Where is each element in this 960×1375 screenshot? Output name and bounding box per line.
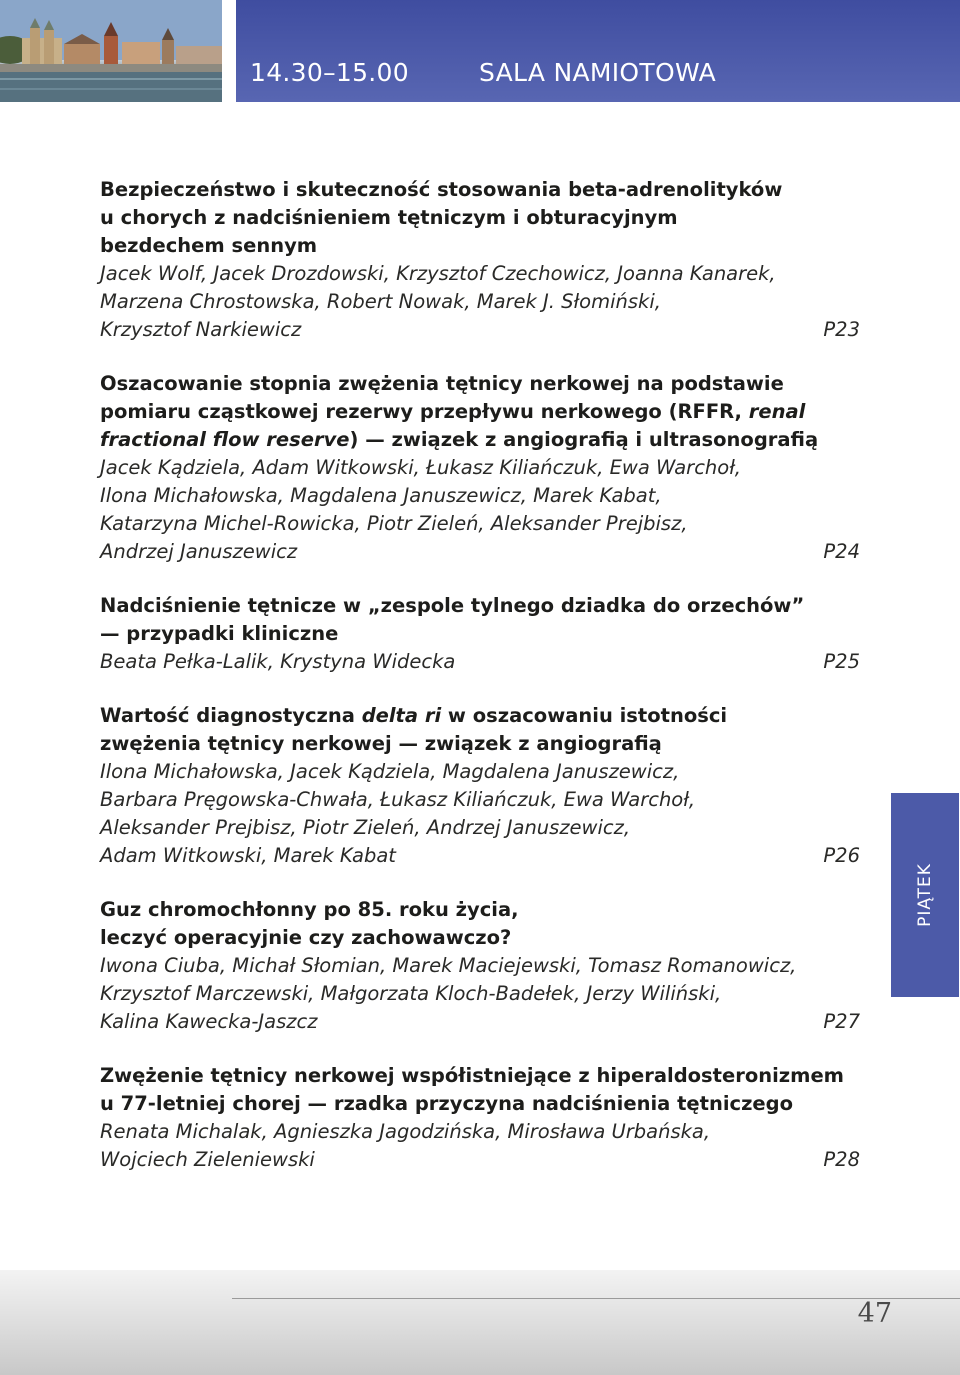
author-row-with-code xyxy=(100,842,860,870)
poster-authors xyxy=(100,1118,860,1174)
author-line: Krzysztof Narkiewicz xyxy=(100,318,302,341)
poster-authors xyxy=(100,454,860,566)
day-label: PIĄTEK xyxy=(915,863,935,927)
page-header xyxy=(0,0,960,102)
poster-entry xyxy=(100,1062,860,1174)
title-italic-term: delta ri xyxy=(361,704,442,727)
author-line: Katarzyna Michel-Rowicka, Piotr Zieleń, Aleksander Prejbisz, xyxy=(100,512,688,535)
poster-authors xyxy=(100,648,860,676)
poster-entry xyxy=(100,370,860,566)
footer-divider xyxy=(232,1298,960,1299)
poster-title xyxy=(100,176,860,260)
author-row-with-code xyxy=(100,538,860,566)
author-row-with-code xyxy=(100,316,860,344)
poster-authors xyxy=(100,260,860,344)
poster-title xyxy=(100,702,860,758)
session-time: 14.30–15.00 xyxy=(250,58,409,87)
poster-title xyxy=(100,896,860,952)
author-line: Wojciech Zieleniewski xyxy=(100,1148,315,1171)
poster-code: P26 xyxy=(823,844,860,867)
poster-authors xyxy=(100,758,860,870)
author-row-with-code xyxy=(100,1008,860,1036)
title-line: Bezpieczeństwo i skuteczność stosowania beta-adrenolityków xyxy=(100,178,783,201)
session-room: SALA NAMIOTOWA xyxy=(479,58,717,87)
author-row-with-code xyxy=(100,1146,860,1174)
poster-code: P28 xyxy=(823,1148,860,1171)
author-line: Krzysztof Marczewski, Małgorzata Kloch-Badełek, Jerzy Wiliński, xyxy=(100,982,722,1005)
title-line: Zwężenie tętnicy nerkowej współistniejące z hiperaldosteronizmem xyxy=(100,1064,844,1087)
poster-entry xyxy=(100,896,860,1036)
author-row-with-code xyxy=(100,648,860,676)
poster-title xyxy=(100,370,860,454)
title-line: leczyć operacyjnie czy zachowawczo? xyxy=(100,926,512,949)
title-line: Guz chromochłonny po 85. roku życia, xyxy=(100,898,519,921)
title-line: Wartość diagnostyczna delta ri w oszacowaniu istotności xyxy=(100,704,728,727)
poster-code: P24 xyxy=(823,540,860,563)
author-line: Kalina Kawecka-Jaszcz xyxy=(100,1010,318,1033)
title-line: Nadciśnienie tętnicze w „zespole tylnego dziadka do orzechów” xyxy=(100,594,805,617)
poster-entry xyxy=(100,176,860,344)
author-line: Barbara Pręgowska-Chwała, Łukasz Kiliańczuk, Ewa Warchoł, xyxy=(100,788,696,811)
header-photo xyxy=(0,0,222,102)
title-line: bezdechem sennym xyxy=(100,234,318,257)
title-line: pomiaru cząstkowej rezerwy przepływu nerkowego (RFFR, renal xyxy=(100,400,806,423)
author-line: Beata Pełka-Lalik, Krystyna Widecka xyxy=(100,650,456,673)
city-skyline-image xyxy=(0,0,222,102)
author-line: Adam Witkowski, Marek Kabat xyxy=(100,844,396,867)
author-line: Renata Michalak, Agnieszka Jagodzińska, Mirosława Urbańska, xyxy=(100,1120,711,1143)
title-line: u 77-letniej chorej — rzadka przyczyna nadciśnienia tętniczego xyxy=(100,1092,794,1115)
day-side-tab xyxy=(891,793,959,997)
author-line: Marzena Chrostowska, Robert Nowak, Marek J. Słomiński, xyxy=(100,290,661,313)
title-italic-term: renal xyxy=(748,400,806,423)
title-line: zwężenia tętnicy nerkowej — związek z angiografią xyxy=(100,732,662,755)
author-line: Jacek Wolf, Jacek Drozdowski, Krzysztof Czechowicz, Joanna Kanarek, xyxy=(100,262,776,285)
poster-code: P27 xyxy=(823,1010,860,1033)
author-line: Jacek Kądziela, Adam Witkowski, Łukasz Kiliańczuk, Ewa Warchoł, xyxy=(100,456,741,479)
poster-entry xyxy=(100,702,860,870)
poster-title xyxy=(100,592,860,648)
author-line: Iwona Ciuba, Michał Słomian, Marek Maciejewski, Tomasz Romanowicz, xyxy=(100,954,797,977)
author-line: Ilona Michałowska, Magdalena Januszewicz, Marek Kabat, xyxy=(100,484,662,507)
poster-authors xyxy=(100,952,860,1036)
page-footer xyxy=(0,1270,960,1375)
author-line: Ilona Michałowska, Jacek Kądziela, Magdalena Januszewicz, xyxy=(100,760,680,783)
title-italic-term: fractional flow reserve xyxy=(100,428,350,451)
page-number: 47 xyxy=(857,1298,892,1329)
author-line: Aleksander Prejbisz, Piotr Zieleń, Andrzej Januszewicz, xyxy=(100,816,631,839)
poster-title xyxy=(100,1062,860,1118)
poster-code: P25 xyxy=(823,650,860,673)
title-line: u chorych z nadciśnieniem tętniczym i obturacyjnym xyxy=(100,206,678,229)
title-line: fractional flow reserve) — związek z angiografią i ultrasonografią xyxy=(100,428,819,451)
poster-entry xyxy=(100,592,860,676)
session-header-band xyxy=(236,0,960,102)
author-line: Andrzej Januszewicz xyxy=(100,540,298,563)
poster-code: P23 xyxy=(823,318,860,341)
poster-list xyxy=(100,176,860,1200)
title-line: Oszacowanie stopnia zwężenia tętnicy nerkowej na podstawie xyxy=(100,372,784,395)
title-line: — przypadki kliniczne xyxy=(100,622,339,645)
